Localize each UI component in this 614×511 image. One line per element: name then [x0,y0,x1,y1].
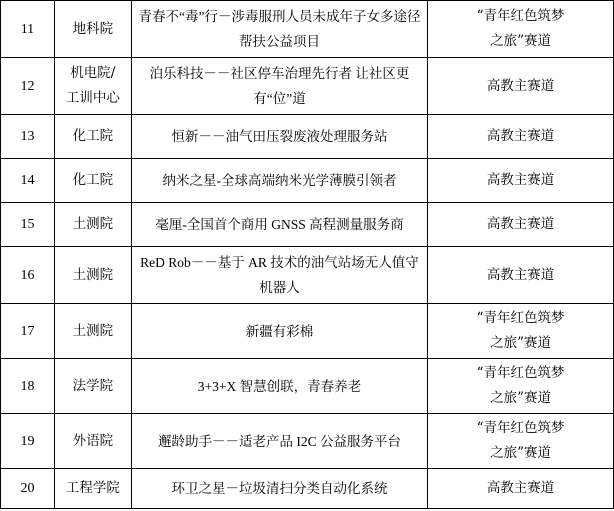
college-cell: 土测院 [54,304,131,359]
table-row [1,203,614,247]
row-number: 20 [1,469,55,509]
track-cell: 高教主赛道 [428,247,614,304]
track-cell: 高教主赛道 [428,203,614,247]
row-number: 18 [1,359,55,414]
table-row [1,159,614,203]
table-row [1,414,614,469]
project-name-cell: 泊乐科技－－社区停车治理先行者 让社区更有“位”道 [131,58,427,115]
project-name-cell: ReD Rob－－基于 AR 技术的油气站场无人值守机器人 [131,247,427,304]
project-name-cell: 纳米之星-全球高端纳米光学薄膜引领者 [131,159,427,203]
track-cell: 高教主赛道 [428,115,614,159]
project-name-cell: 邂龄助手－－适老产品 I2C 公益服务平台 [131,414,427,469]
track-cell: “青年红色筑梦之旅”赛道 [428,414,614,469]
row-number: 11 [1,1,55,58]
row-number: 12 [1,58,55,115]
project-name-cell: 毫厘-全国首个商用 GNSS 高程测量服务商 [131,203,427,247]
row-number: 15 [1,203,55,247]
college-cell: 机电院/工训中心 [54,58,131,115]
college-cell: 化工院 [54,159,131,203]
college-cell: 法学院 [54,359,131,414]
project-name-cell: 3+3+X 智慧创联，青春养老 [131,359,427,414]
project-name-cell: 环卫之星－垃圾清扫分类自动化系统 [131,469,427,509]
table-row [1,469,614,509]
college-cell: 工程学院 [54,469,131,509]
row-number: 13 [1,115,55,159]
track-cell: 高教主赛道 [428,58,614,115]
college-cell: 化工院 [54,115,131,159]
table-row [1,1,614,58]
track-cell: “青年红色筑梦之旅”赛道 [428,1,614,58]
row-number: 16 [1,247,55,304]
college-cell: 外语院 [54,414,131,469]
table-row [1,359,614,414]
college-cell: 土测院 [54,203,131,247]
project-name-cell: 新疆有彩棉 [131,304,427,359]
track-cell: “青年红色筑梦之旅”赛道 [428,304,614,359]
row-number: 17 [1,304,55,359]
college-cell: 土测院 [54,247,131,304]
table-row [1,304,614,359]
table-row [1,247,614,304]
project-name-cell: 恒新－－油气田压裂废液处理服务站 [131,115,427,159]
track-cell: 高教主赛道 [428,159,614,203]
track-cell: “青年红色筑梦之旅”赛道 [428,359,614,414]
track-cell: 高教主赛道 [428,469,614,509]
project-name-cell: 青春不“毒”行－涉毒服刑人员未成年子女多途径帮扶公益项目 [131,1,427,58]
row-number: 14 [1,159,55,203]
table-row [1,58,614,115]
college-cell: 地科院 [54,1,131,58]
row-number: 19 [1,414,55,469]
table-row [1,115,614,159]
